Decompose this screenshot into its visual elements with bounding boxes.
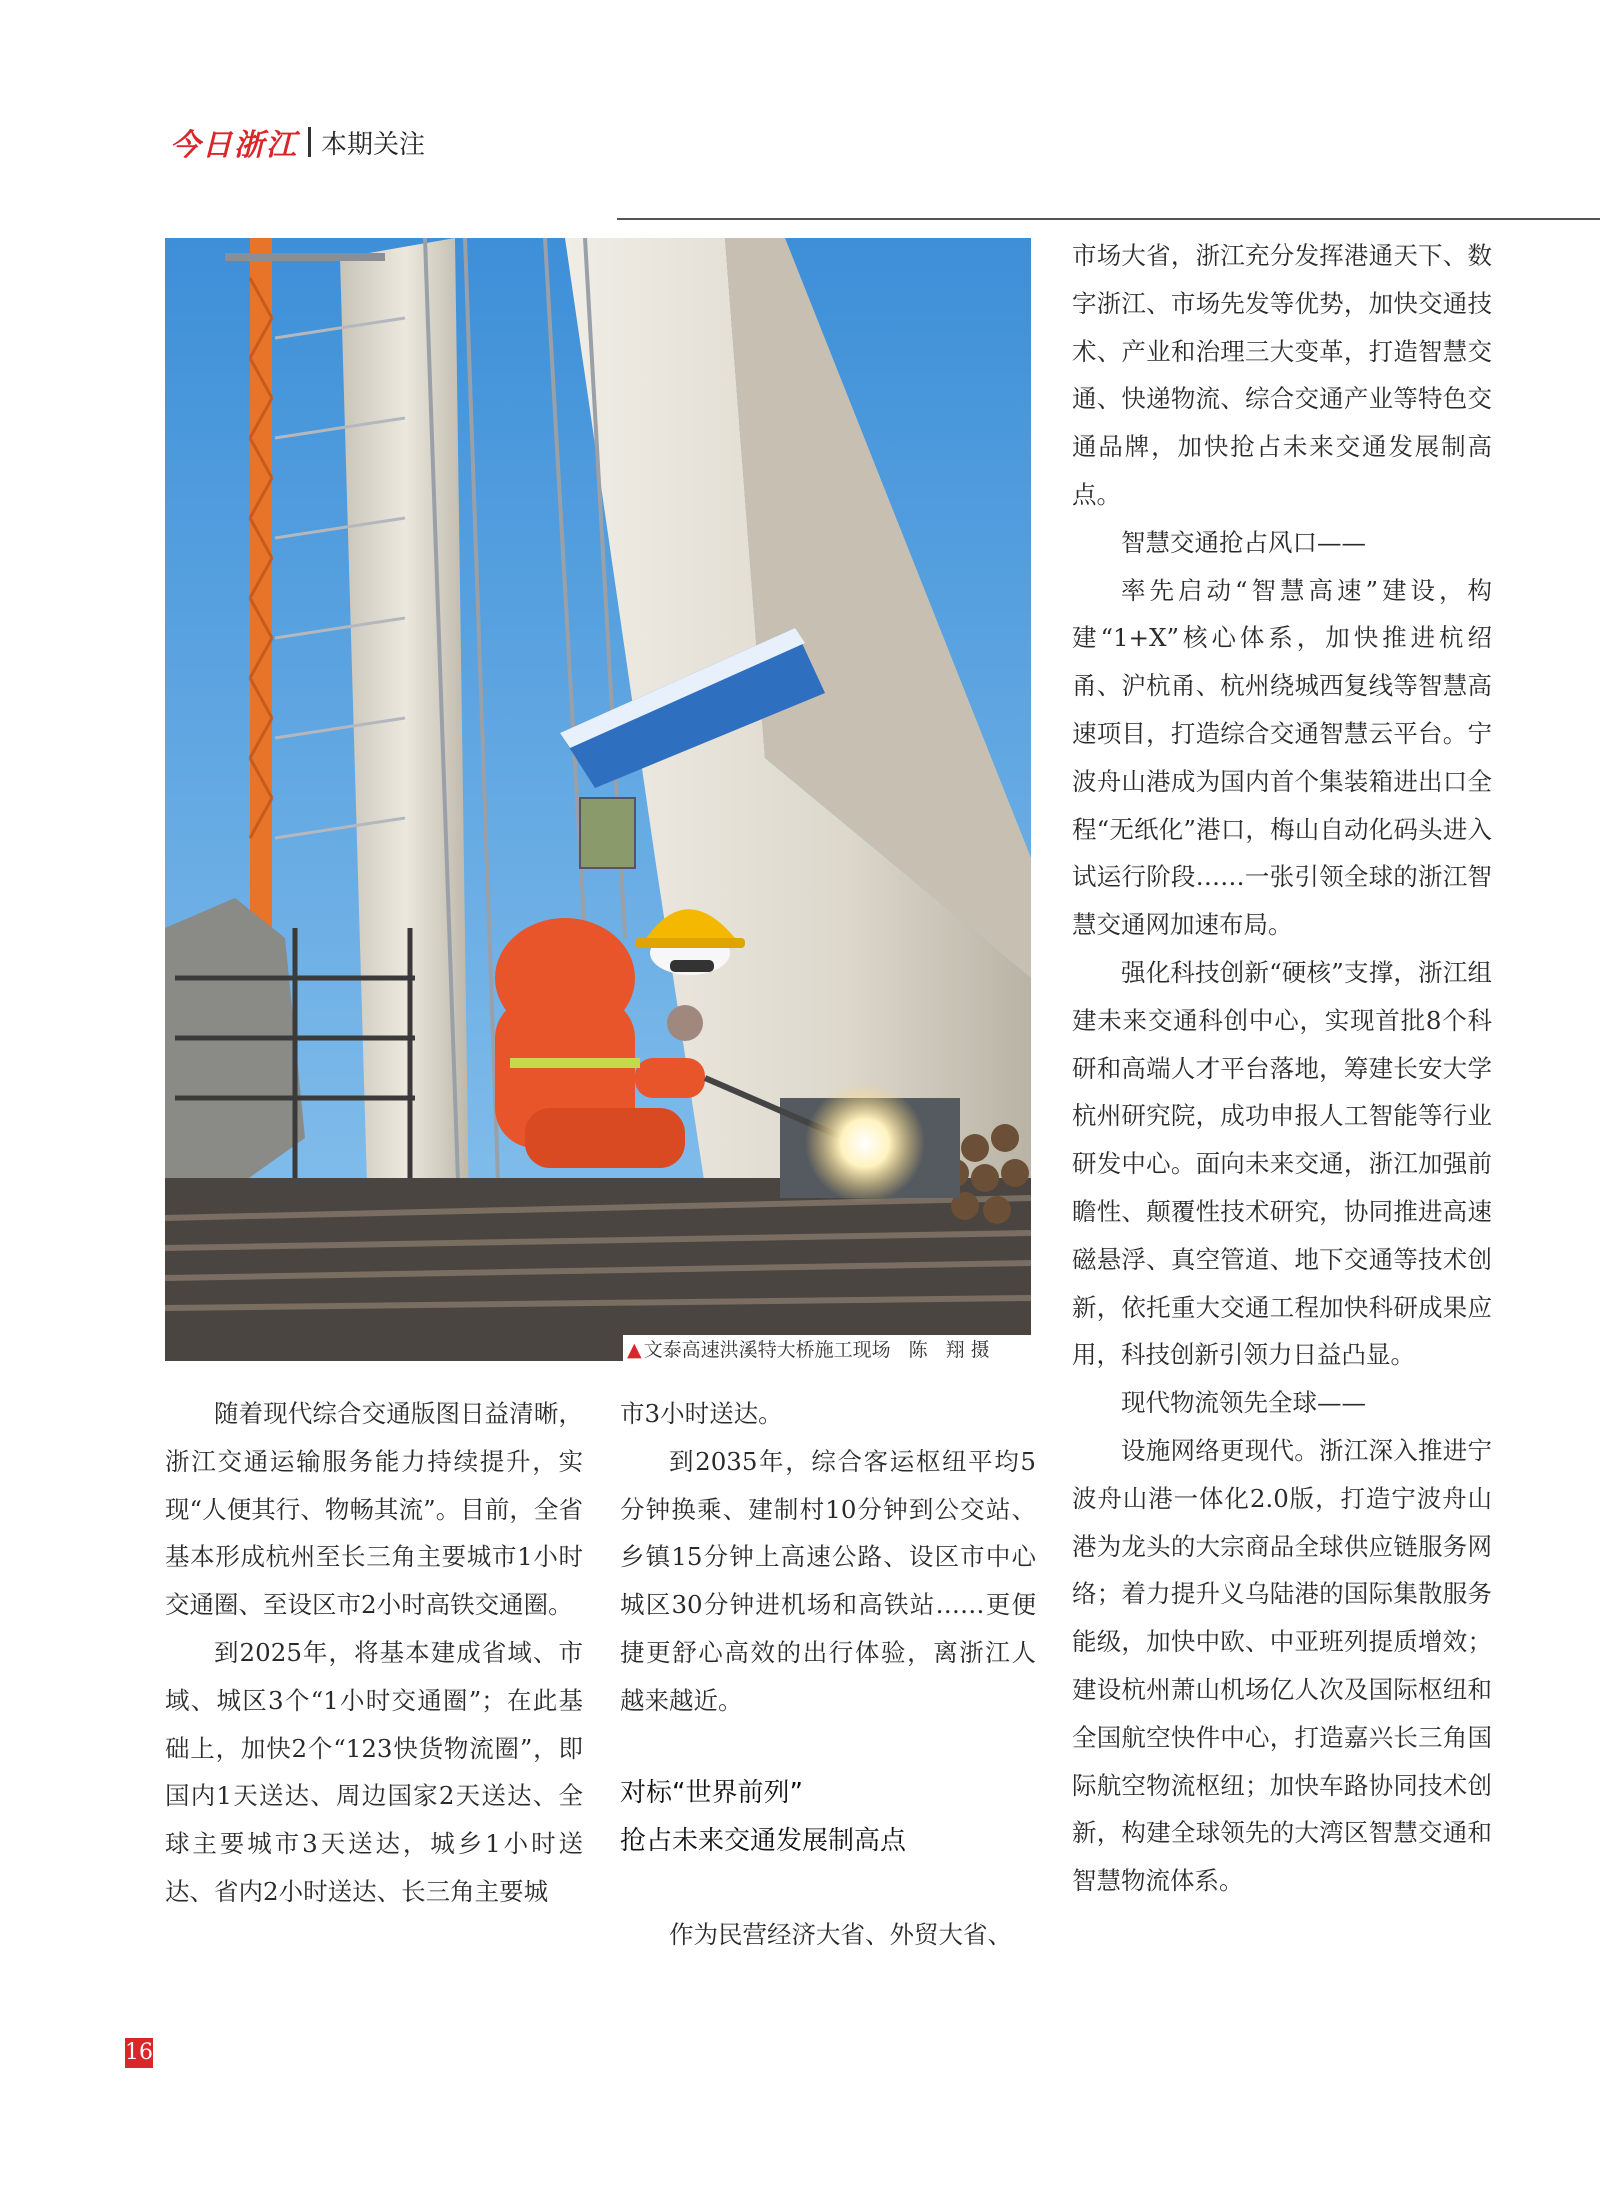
- column-3: [1072, 232, 1492, 1905]
- header-rule: [617, 218, 1600, 220]
- header-divider: [308, 127, 311, 157]
- paragraph-continued: 市3小时送达。: [620, 1399, 783, 1428]
- section-heading-line-2: 抢占未来交通发展制高点: [620, 1825, 907, 1856]
- column-1: [165, 1390, 583, 1916]
- page-header: [170, 122, 425, 162]
- paragraph: 设施网络更现代。浙江深入推进宁波舟山港一体化2.0版，打造宁波舟山港为龙头的大宗商品全球供应链服务网络；着力提升义乌陆港的国际集散服务能级，加快中欧、中亚班列提质增效；建设杭州萧山机场亿人次及国际枢纽和全国航空快件中心，打造嘉兴长三角国际航空物流枢纽；加快车路协同技术创新，构建全球领先的大湾区智慧交通和智慧物流体系。: [1072, 1435, 1492, 1896]
- section-heading: [620, 1769, 1036, 1865]
- paragraph: 率先启动“智慧高速”建设，构建“1+X”核心体系，加快推进杭绍甬、沪杭甬、杭州绕城西复线等智慧高速项目，打造综合交通智慧云平台。宁波舟山港成为国内首个集装箱进出口全程“无纸化”港口，梅山自动化码头进入试运行阶段……一张引领全球的浙江智慧交通网加速布局。: [1072, 575, 1492, 940]
- caption-triangle-icon: ▲: [627, 1339, 642, 1361]
- column-2: [620, 1390, 1036, 1958]
- section-title: 本期关注: [321, 129, 426, 160]
- paragraph: 到2035年，综合客运枢纽平均5分钟换乘、建制村10分钟到公交站、乡镇15分钟上高速公路、设区市中心城区30分钟进机场和高铁站……更便捷更舒心高效的出行体验，离浙江人越来越近。: [620, 1446, 1036, 1715]
- caption-text: 文泰高速洪溪特大桥施工现场: [643, 1339, 891, 1361]
- paragraph-continued: 市场大省，浙江充分发挥港通天下、数字浙江、市场先发等优势，加快交通技术、产业和治理三大变革，打造智慧交通、快递物流、综合交通产业等特色交通品牌，加快抢占未来交通发展制高点。: [1072, 241, 1492, 509]
- subheading-logistics: 现代物流领先全球——: [1121, 1388, 1366, 1418]
- construction-photo: [165, 238, 1031, 1361]
- paragraph: 强化科技创新“硬核”支撑，浙江组建未来交通科创中心，实现首批8个科研和高端人才平台落地，筹建长安大学杭州研究院，成功申报人工智能等行业研发中心。面向未来交通，浙江加强前瞻性、颠覆性技术研究，协同推进高速磁悬浮、真空管道、地下交通等技术创新，依托重大交通工程加快科研成果应用，科技创新引领力日益凸显。: [1072, 957, 1492, 1370]
- photo-credit: 陈 翔摄: [908, 1339, 996, 1361]
- page-number: 16: [125, 2038, 153, 2068]
- section-heading-line-1: 对标“世界前列”: [620, 1777, 803, 1808]
- paragraph: 到2025年，将基本建成省域、市域、城区3个“1小时交通圈”；在此基础上，加快2个“123快货物流圈”，即国内1天送达、周边国家2天送达、全球主要城市3天送达，城乡1小时送达、省内2小时送达、长三角主要城: [165, 1637, 583, 1906]
- paragraph: 随着现代综合交通版图日益清晰，浙江交通运输服务能力持续提升，实现“人便其行、物畅其流”。目前，全省基本形成杭州至长三角主要城市1小时交通圈、至设区市2小时高铁交通圈。: [165, 1399, 583, 1620]
- subheading-smart-transport: 智慧交通抢占风口——: [1121, 527, 1366, 557]
- paragraph: 作为民营经济大省、外贸大省、: [669, 1919, 1012, 1949]
- photo-caption: [623, 1335, 1035, 1365]
- magazine-logo: 今日浙江: [170, 128, 298, 163]
